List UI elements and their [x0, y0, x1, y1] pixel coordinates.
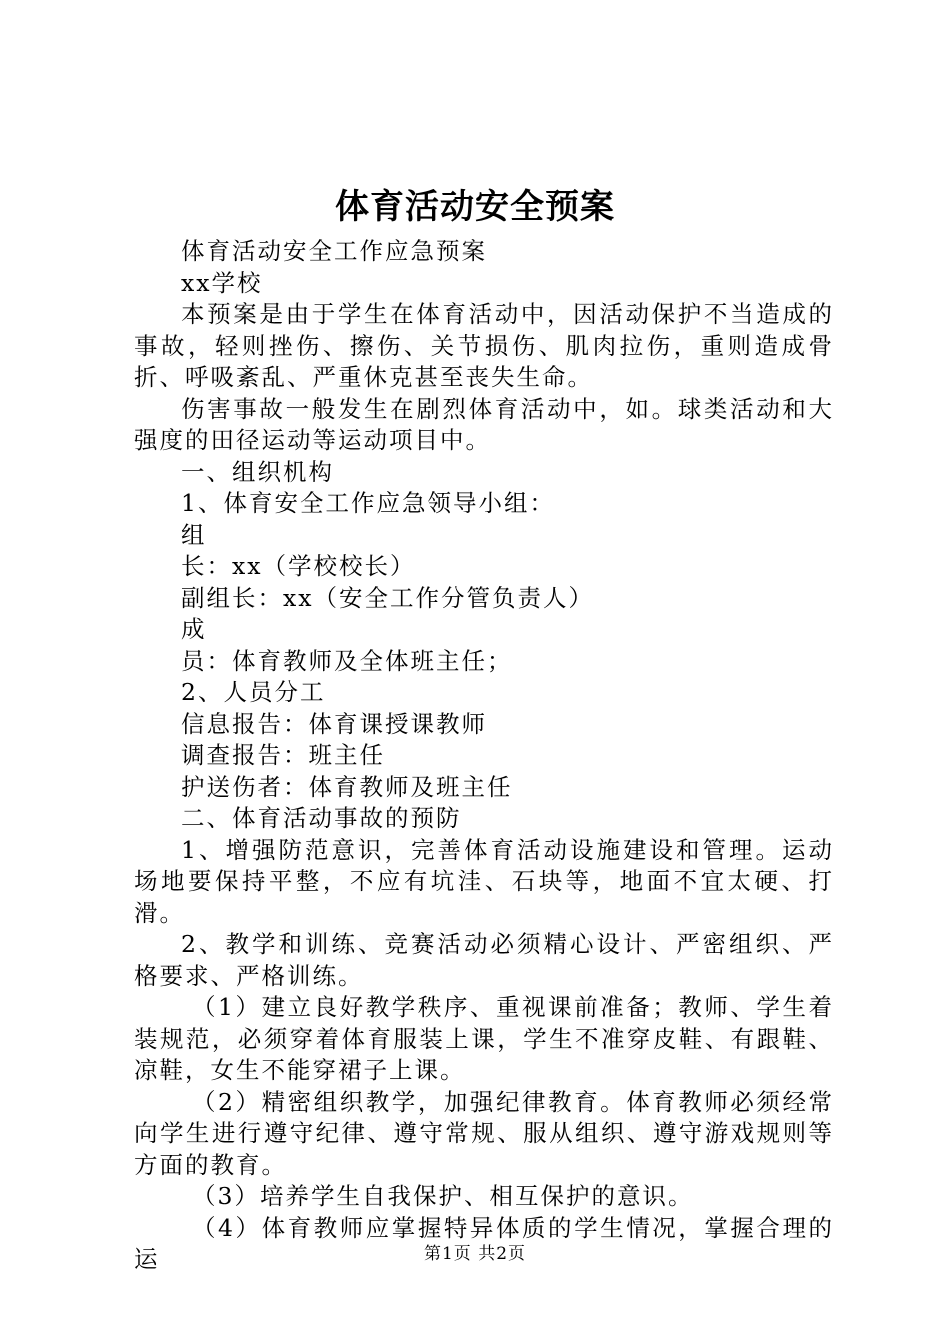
- paragraph-item-1: （1）建立良好教学秩序、重视课前准备；教师、学生着装规范，必须穿着体育服装上课，学生不准穿皮鞋、有跟鞋、凉鞋，女生不能穿裙子上课。: [134, 993, 834, 1084]
- paragraph-members: 员：体育教师及全体班主任；: [181, 646, 513, 675]
- paragraph-intro: 本预案是由于学生在体育活动中，因活动保护不当造成的事故，轻则挫伤、擦伤、关节损伤、肌肉拉伤，重则造成骨折、呼吸紊乱、严重休克甚至丧失生命。: [134, 300, 834, 391]
- paragraph-prevention-1: 1、增强防范意识，完善体育活动设施建设和管理。运动场地要保持平整，不应有坑洼、石块等，地面不宜太硬、打滑。: [134, 835, 834, 927]
- document-title: 体育活动安全预案: [335, 187, 615, 227]
- section-heading-prevention: 二、体育活动事故的预防: [181, 804, 462, 832]
- paragraph-group-leader: 长：xx（学校校长）: [181, 552, 416, 580]
- paragraph-investigation: 调查报告：班主任: [181, 741, 385, 769]
- paragraph-prevention-2: 2、教学和训练、竞赛活动必须精心设计、严密组织、严格要求、严格训练。: [134, 930, 834, 990]
- paragraph-school: xx学校: [181, 268, 263, 297]
- section-heading-organization: 一、组织机构: [181, 457, 334, 486]
- paragraph-escort: 护送伤者：体育教师及班主任: [181, 772, 513, 801]
- paragraph-deputy-leader: 副组长：xx（安全工作分管负责人）: [181, 583, 595, 612]
- page-footer: 第1页 共2页: [423, 1244, 527, 1264]
- paragraph-member-char: 成: [181, 615, 207, 643]
- paragraph-group-char: 组: [181, 520, 207, 549]
- paragraph-division: 2、人员分工: [181, 678, 326, 706]
- paragraph-item-3: （3）培养学生自我保护、相互保护的意识。: [192, 1182, 694, 1210]
- paragraph-occurrence: 伤害事故一般发生在剧烈体育活动中，如。球类活动和大强度的田径运动等运动项目中。: [134, 394, 834, 454]
- paragraph-item-2: （2）精密组织教学，加强纪律教育。体育教师必须经常向学生进行遵守纪律、遵守常规、服从组织、遵守游戏规则等方面的教育。: [134, 1087, 834, 1179]
- paragraph-info-report: 信息报告：体育课授课教师: [181, 709, 487, 738]
- paragraph-subtitle: 体育活动安全工作应急预案: [181, 237, 487, 265]
- paragraph-leadership-group: 1、体育安全工作应急领导小组：: [181, 489, 555, 517]
- paragraph-item-4: （4）体育教师应掌握特异体质的学生情况，掌握合理的运: [134, 1213, 834, 1273]
- document-body: [134, 236, 834, 1276]
